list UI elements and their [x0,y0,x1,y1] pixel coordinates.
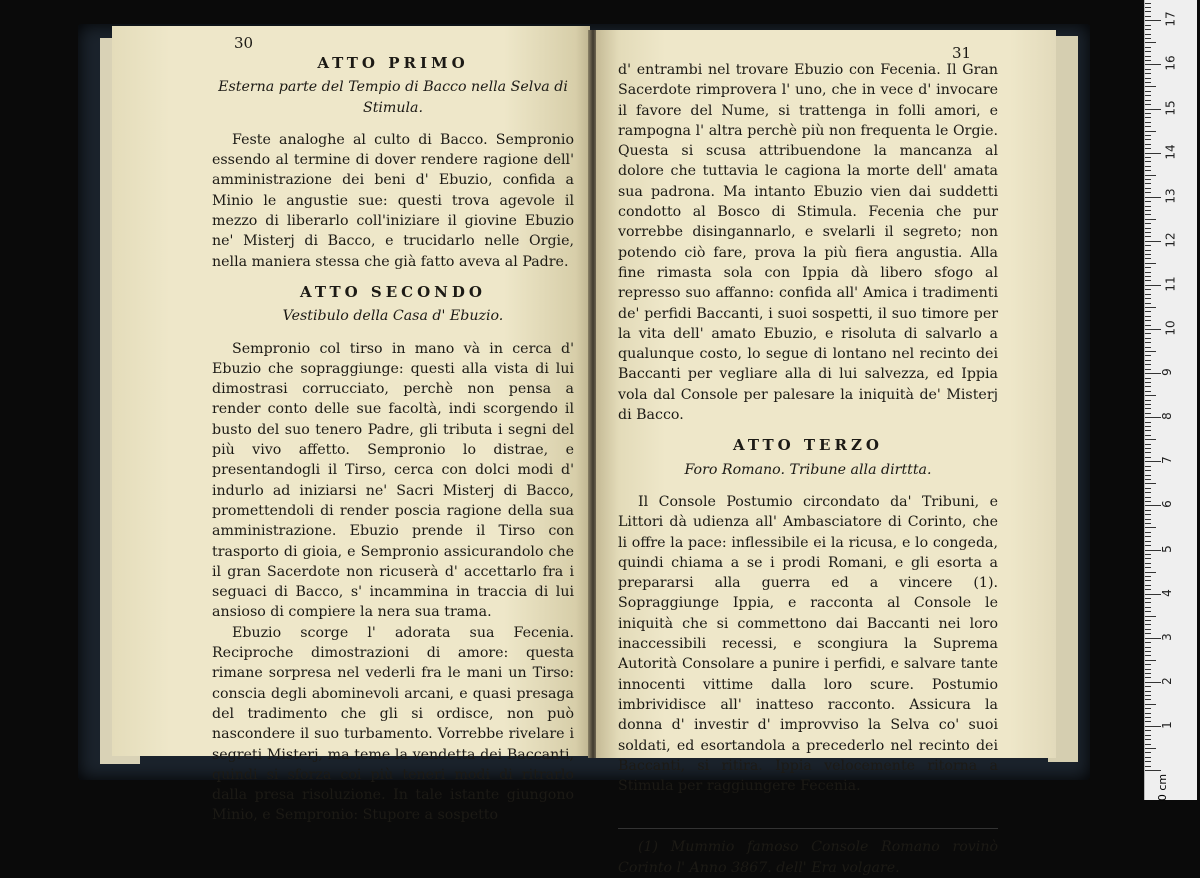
ruler-tick [1145,395,1156,396]
ruler-tick [1145,408,1151,409]
ruler-tick [1145,647,1151,648]
ruler-tick [1145,602,1151,603]
ruler-tick [1145,157,1151,158]
ruler-tick [1145,505,1161,506]
ruler-tick [1145,91,1151,92]
ruler-label: 10 [1163,320,1178,336]
continued-paragraph: d' entrambi nel trovare Ebuzio con Fecenia. Il Gran Sacerdote rimprovera l' uno, che in vece d' invocare il favore del Nume, si trattenga in folli amori, e rampogna l' altra perchè più non frequenta le Orgie. Questa si scusa attribuendone la mancanza al dolore che tuttavia le cagiona la morte dell' amata sua padrona. Ma intanto Ebuzio vien dai suddetti condotto al Bosco di Stimula. Fecenia che pur vorrebbe disingannarlo, e svelarli il segreto; non potendo ciò fare, prova la più fiera angustia. Alla fine rimasta sola con Ippia dà libero sfogo al represso suo affanno: confida all' Amica i tradimenti de' perfidi Baccanti, i suoi sospetti, il suo timore per la vita dell' amato Ebuzio, e risoluta di salvarlo a qualunque costo, lo segue di lontano nel recinto dei Baccanti per vegliare alla di lui salvezza, ed Ippia vola dal Console per palesare la iniquità de' Misterj di Bacco. [618,62,998,424]
ruler-tick [1145,448,1151,449]
ruler-tick [1145,364,1151,365]
ruler-tick [1145,360,1151,361]
right-page [596,30,1056,876]
ruler-tick [1145,51,1151,52]
ruler-tick [1145,475,1151,476]
ruler-tick [1145,179,1151,180]
ruler-tick [1145,148,1151,149]
ruler-tick [1145,391,1151,392]
ruler-tick [1145,536,1151,537]
ruler-tick [1145,373,1161,374]
ruler-tick [1145,400,1151,401]
ruler-tick [1145,201,1151,202]
ruler-tick [1145,616,1156,617]
page-number-right: 31 [952,44,972,62]
ruler-label: 9 [1159,368,1174,376]
ruler-label: 17 [1163,11,1178,27]
act-three-heading: ATTO TERZO [733,436,883,455]
ruler-tick [1145,413,1151,414]
ruler-tick [1145,585,1151,586]
ruler-tick [1145,510,1151,511]
ruler-tick [1145,470,1151,471]
footnote: (1) Mummio famoso Console Romano rovinò Corinto l' Anno 3867. dell' Era volgare. [618,839,998,876]
ruler-tick [1145,29,1151,30]
ruler-tick [1145,329,1161,330]
ruler-tick [1145,558,1151,559]
ruler-tick [1145,664,1151,665]
page-number-left: 30 [234,34,254,52]
ruler-tick [1145,325,1151,326]
ruler-tick [1145,73,1151,74]
ruler-tick [1145,338,1151,339]
ruler-tick [1145,426,1151,427]
left-text-column [212,53,574,826]
ruler-tick [1145,655,1151,656]
ruler-tick [1145,748,1156,749]
ruler-label: 3 [1159,632,1174,641]
ruler-tick [1145,501,1151,502]
ruler-tick [1145,514,1151,515]
ruler-tick [1145,739,1151,740]
ruler-tick [1145,175,1156,176]
ruler-tick [1145,188,1151,189]
right-text-column [618,60,998,878]
ruler-tick [1145,131,1156,132]
ruler-tick [1145,126,1151,127]
ruler-tick [1145,404,1151,405]
ruler-tick [1145,351,1156,352]
ruler-tick [1145,355,1151,356]
ruler-tick [1145,766,1151,767]
ruler-tick [1145,316,1151,317]
ruler-tick [1145,3,1151,4]
ruler-tick [1145,236,1151,237]
ruler-tick [1145,744,1151,745]
ruler-tick [1145,492,1151,493]
ruler-tick [1145,20,1161,21]
ruler-tick [1145,699,1151,700]
ruler-tick [1145,563,1151,564]
ruler-tick [1145,550,1161,551]
ruler-tick [1145,272,1151,273]
left-page [112,26,590,824]
ruler-tick [1145,219,1156,220]
ruler-label: 11 [1163,276,1178,292]
ruler-tick [1145,452,1151,453]
ruler-tick [1145,532,1151,533]
ruler-tick [1145,214,1151,215]
ruler-tick [1145,713,1151,714]
ruler-tick [1145,417,1161,418]
ruler-tick [1145,580,1151,581]
ruler-tick [1145,161,1151,162]
ruler-label: 2 [1159,676,1174,685]
ruler-tick [1145,589,1151,590]
ruler-tick [1145,717,1151,718]
ruler-tick [1145,576,1151,577]
ruler-label: 6 [1159,500,1174,509]
ruler-tick [1145,466,1151,467]
act-one-scene: Esterna parte del Tempio di Bacco nella Selva di Stimula. [218,79,568,116]
ruler-tick [1145,439,1156,440]
footnote-rule [618,828,998,829]
ruler-tick [1145,210,1151,211]
ruler-tick [1145,16,1151,17]
ruler-tick [1145,642,1151,643]
ruler-tick [1145,250,1151,251]
ruler-tick [1145,192,1151,193]
ruler-tick [1145,607,1151,608]
ruler-tick [1145,289,1151,290]
ruler-tick [1145,64,1161,65]
ruler-tick [1145,144,1151,145]
ruler-tick [1145,206,1151,207]
ruler-tick [1145,228,1151,229]
ruler-tick [1145,298,1151,299]
ruler-tick [1145,347,1151,348]
ruler-tick [1145,673,1151,674]
ruler-tick [1145,721,1151,722]
ruler-tick [1145,545,1151,546]
ruler-tick [1145,197,1161,198]
ruler-tick [1145,267,1151,268]
act-three-summary: Il Console Postumio circondato da' Tribuni, e Littori dà udienza all' Ambasciatore di Corinto, che li offre la pace: inflessibile ei la ricusa, e lo congeda, quindi chiama a se i prodi Romani, e gli esorta a prepararsi alla guerra ed a vincere (1). Sopraggiunge Ippia, e racconta al Console le iniquità che si commettono dai Baccanti nei loro inaccessibili recessi, e scongiura la Suprema Autorità Consolare a punire i perfidi, e salvare tante innocenti vittime dalla loro scure. Postumio imbrividisce all' inatteso racconto. Assicura la donna d' investir d' improvviso la Selva co' suoi soldati, ed esortandola a precederlo nel recinto dei Baccanti, si ritira. Ippia velocemente ritorna a Stimula per raggiungere Fecenia. [618,493,998,795]
ruler-tick [1145,677,1151,678]
ruler-unit-label: 0 cm [1156,773,1170,802]
ruler-tick [1145,307,1156,308]
ruler-tick [1145,682,1161,683]
ruler-tick [1145,660,1156,661]
ruler-tick [1145,232,1151,233]
ruler-tick [1145,241,1161,242]
ruler-tick [1145,541,1151,542]
ruler-tick [1145,320,1151,321]
ruler-tick [1145,7,1151,8]
ruler-label: 14 [1163,143,1178,160]
ruler-label: 15 [1163,99,1178,116]
ruler-tick [1145,254,1151,255]
act-three-scene: Foro Romano. Tribune alla dirttta. [684,461,932,478]
ruler-tick [1145,386,1151,387]
ruler-tick [1145,461,1161,462]
act-two-heading: ATTO SECONDO [300,282,486,301]
ruler-tick [1145,708,1151,709]
ruler-tick [1145,611,1151,612]
ruler-tick [1145,620,1151,621]
ruler-tick [1145,704,1156,705]
ruler-tick [1145,457,1151,458]
ruler-tick [1145,479,1151,480]
ruler-tick [1145,42,1156,43]
ruler-tick [1145,333,1151,334]
ruler-tick [1145,117,1151,118]
ruler-tick [1145,378,1151,379]
ruler-tick [1145,567,1151,568]
ruler-tick [1145,757,1151,758]
ruler-tick [1145,369,1151,370]
act-two-paragraph-2: Ebuzio scorge l' adorata sua Fecenia. Reciproche dimostrazioni di amore: questa rimane sorpresa nel vederli fra le mani un Tirso: conscia degli abominevoli arcani, e quasi presaga del tradimento che gli si ordisce, non può nascondere il suo turbamento. Vorrebbe rivelare i segreti Misterj, ma teme la vendetta dei Baccanti, quindi si sforza coi più teneri modi di ritrarlo dalla presa risoluzione. In tale istante giungono Minio, e Sempronio: Stupore a sospetto [212,624,574,824]
ruler-tick [1145,109,1161,110]
ruler-tick [1145,263,1156,264]
ruler-tick [1145,104,1151,105]
ruler-tick [1145,483,1156,484]
ruler-tick [1145,60,1151,61]
ruler-tick [1145,303,1151,304]
ruler-tick [1145,122,1151,123]
ruler-tick [1145,730,1151,731]
ruler-tick [1145,686,1151,687]
ruler-tick [1145,280,1151,281]
ruler-label: 4 [1159,588,1174,597]
ruler-tick [1145,752,1151,753]
ruler-tick [1145,572,1156,573]
ruler-tick [1145,638,1161,639]
act-one-heading: ATTO PRIMO [317,54,469,72]
ruler-tick [1145,726,1161,727]
act-two-scene: Vestibulo della Casa d' Ebuzio. [282,308,504,325]
ruler-tick [1145,422,1151,423]
ruler-tick [1145,153,1161,154]
ruler-tick [1145,594,1161,595]
ruler-tick [1145,258,1151,259]
act-one-summary: Feste analoghe al culto di Bacco. Sempronio essendo al termine di dover rendere ragione dell' amministrazione dei beni d' Ebuzio, confida a Minio le angustie sue: questi trova agevole il mezzo di liberarlo coll'iniziare il giovine Ebuzio ne' Misterj di Bacco, e trucidarlo nelle Orgie, nella maniera stessa che già fatto aveva al Padre. [212,131,574,270]
act-two-paragraph-1: Sempronio col tirso in mano và in cerca d' Ebuzio che sopraggiunge: questi alla vista di lui dimostrasi corrucciato, perchè non pensa a render conto delle sue facoltà, indi scorgendo il busto del suo tenero Padre, gli tributa i segni del più vivo affetto. Sempronio lo distrae, e presentandogli il Tirso, cerca con dolci modi d' indurlo ad iniziarsi ne' Sacri Misterj di Bacco, promettendoli di render poscia ragione della sua amministrazione. Ebuzio prende il Tirso con trasporto di gioia, e Sempronio assicurandolo che il gran Sacerdote non ricuserà d' accettarlo fra i seguaci di Bacco, s' incammina in traccia di lui ansioso di compiere la nera sua trama. [212,340,574,621]
ruler-tick [1145,735,1151,736]
ruler-tick [1145,770,1161,771]
ruler-tick [1145,11,1151,12]
ruler-tick [1145,311,1151,312]
ruler-tick [1145,183,1151,184]
ruler-tick [1145,82,1151,83]
ruler-tick [1145,624,1151,625]
ruler-tick [1145,669,1151,670]
ruler-label: 7 [1159,456,1174,465]
ruler-label: 13 [1163,188,1178,204]
ruler-tick [1145,47,1151,48]
ruler-tick [1145,95,1151,96]
ruler-tick [1145,78,1151,79]
ruler-tick [1145,435,1151,436]
ruler-tick [1145,34,1151,35]
ruler-tick [1145,633,1151,634]
ruler-tick [1145,761,1151,762]
ruler-tick [1145,113,1151,114]
ruler-tick [1145,695,1151,696]
ruler-tick [1145,651,1151,652]
ruler-tick [1145,38,1151,39]
ruler-label: 12 [1163,232,1178,248]
ruler-tick [1145,86,1156,87]
ruler-tick [1145,382,1151,383]
measurement-ruler [1144,0,1197,800]
ruler-tick [1145,285,1161,286]
ruler-tick [1145,276,1151,277]
ruler-tick [1145,342,1151,343]
ruler-tick [1145,497,1151,498]
ruler-tick [1145,135,1151,136]
ruler-tick [1145,100,1151,101]
ruler-tick [1145,170,1151,171]
ruler-tick [1145,444,1151,445]
ruler-tick [1145,56,1151,57]
ruler-tick [1145,691,1151,692]
ruler-tick [1145,519,1151,520]
ruler-tick [1145,554,1151,555]
ruler-tick [1145,25,1151,26]
ruler-tick [1145,294,1151,295]
ruler-tick [1145,430,1151,431]
ruler-tick [1145,69,1151,70]
ruler-tick [1145,245,1151,246]
ruler-label: 16 [1163,55,1178,72]
ruler-tick [1145,629,1151,630]
ruler-tick [1145,527,1156,528]
ruler-tick [1145,223,1151,224]
ruler-label: 8 [1159,412,1174,421]
ruler-tick [1145,598,1151,599]
ruler-label: 5 [1159,544,1174,553]
ruler-tick [1145,523,1151,524]
ruler-tick [1145,139,1151,140]
ruler-label: 1 [1159,721,1174,729]
ruler-tick [1145,166,1151,167]
ruler-tick [1145,488,1151,489]
